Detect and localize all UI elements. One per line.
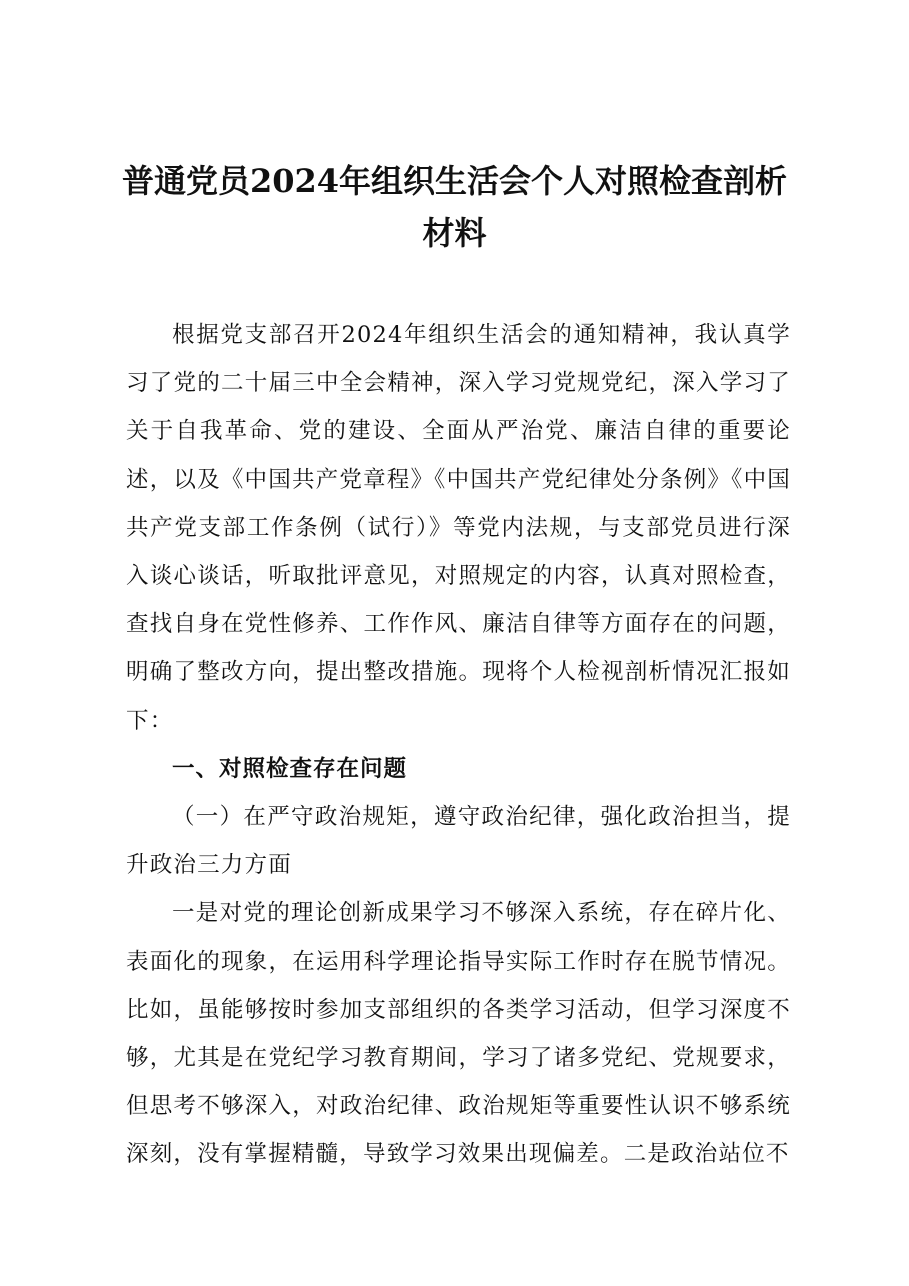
document-title-line-2: 材料 — [422, 214, 487, 252]
section-heading-1: 一、对照检查存在问题 — [172, 755, 408, 782]
subsection-heading-1: （一）在严守政治规矩，遵守政治纪律，强化政治担当，提升政治三力方面 — [126, 804, 791, 879]
intro-paragraph: 根据党支部召开2024年组织生活会的通知精神，我认真学习了党的二十届三中全会精神，深入学习党规党纪，深入学习了关于自我革命、党的建设、全面从严治党、廉洁自律的重要论述，以及《中国共产党章程》《中国共产党纪律处分条例》《中国共产党支部工作条例（试行）》等党内法规，与支部党员进行深入谈心谈话，听取批评意见，对照规定的内容，认真对照检查，查找自身在党性修养、工作作风、廉洁自律等方面存在的问题，明确了整改方向，提出整改措施。现将个人检视剖析情况汇报如下： — [126, 322, 791, 734]
document-body — [126, 311, 791, 1179]
document-title-line-1: 普通党员2024年组织生活会个人对照检查剖析 — [121, 162, 788, 200]
subsection-1-paragraph: 一是对党的理论创新成果学习不够深入系统，存在碎片化、表面化的现象，在运用科学理论指导实际工作时存在脱节情况。比如，虽能够按时参加支部组织的各类学习活动，但学习深度不够，尤其是在党纪学习教育期间，学习了诸多党纪、党规要求，但思考不够深入，对政治纪律、政治规矩等重要性认识不够系统深刻，没有掌握精髓，导致学习效果出现偏差。二是政治站位不 — [126, 900, 791, 1168]
document-title — [100, 155, 809, 259]
